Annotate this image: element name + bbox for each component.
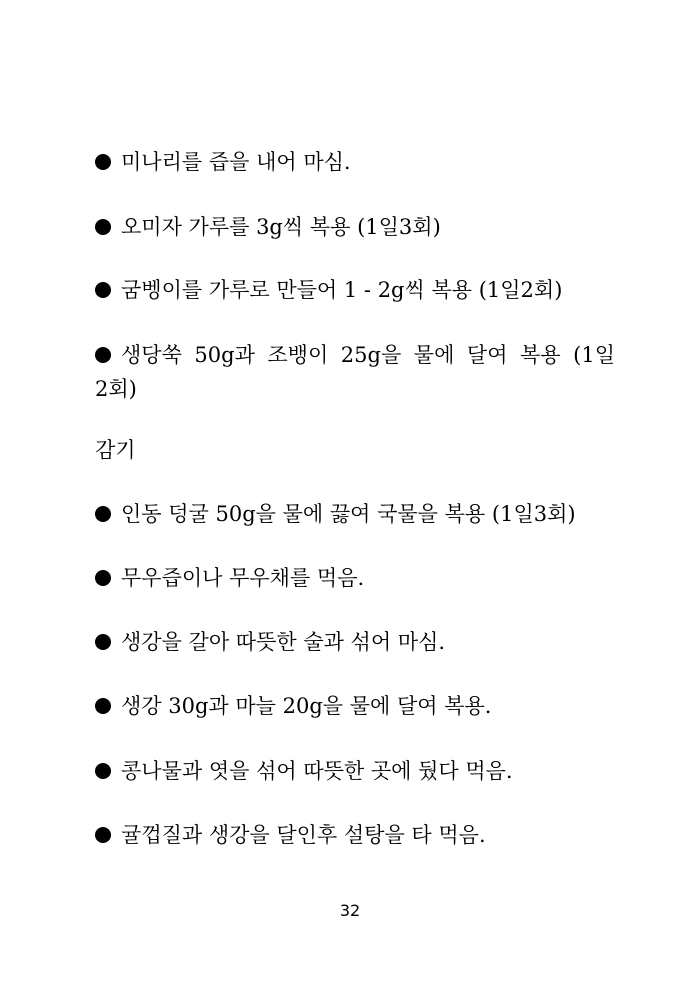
list-item [95,338,615,406]
list-item-text: 무우즙이나 무우채를 먹음. [121,566,365,590]
section-heading: 감기 [95,438,136,462]
list-item-text: 생강을 갈아 따뜻한 술과 섞어 마심. [121,630,446,654]
bullet-icon [95,219,111,235]
bullet-icon [95,763,111,779]
bullet-icon [95,698,111,714]
list-item [95,754,615,788]
list-item [95,561,615,595]
list-item [95,145,615,179]
list-item [95,689,615,723]
bullet-icon [95,827,111,843]
list-item-text: 굼벵이를 가루로 만들어 1 - 2g씩 복용 (1일2회) [121,278,563,302]
bullet-icon [95,634,111,650]
list-item [95,273,615,307]
bullet-icon [95,506,111,522]
list-item [95,625,615,659]
list-item-text: 미나리를 즙을 내어 마심. [121,150,351,174]
list-item-text: 귤껍질과 생강을 달인후 설탕을 타 먹음. [121,823,486,847]
bullet-icon [95,282,111,298]
list-item-text: 콩나물과 엿을 섞어 따뜻한 곳에 뒀다 먹음. [121,759,513,783]
list-item [95,818,615,852]
list-item-text: 생당쑥 50g과 조뱅이 25g을 물에 달여 복용 (1일2회) [95,343,615,401]
bullet-icon [95,154,111,170]
list-item-text: 인동 덩굴 50g을 물에 끓여 국물을 복용 (1일3회) [121,502,576,526]
list-item-text: 생강 30g과 마늘 20g을 물에 달여 복용. [121,694,492,718]
bullet-icon [95,570,111,586]
list-item-text: 오미자 가루를 3g씩 복용 (1일3회) [121,215,441,239]
bullet-icon [95,347,111,363]
list-item [95,210,615,244]
list-item [95,497,615,531]
page-number: 32 [339,901,361,920]
